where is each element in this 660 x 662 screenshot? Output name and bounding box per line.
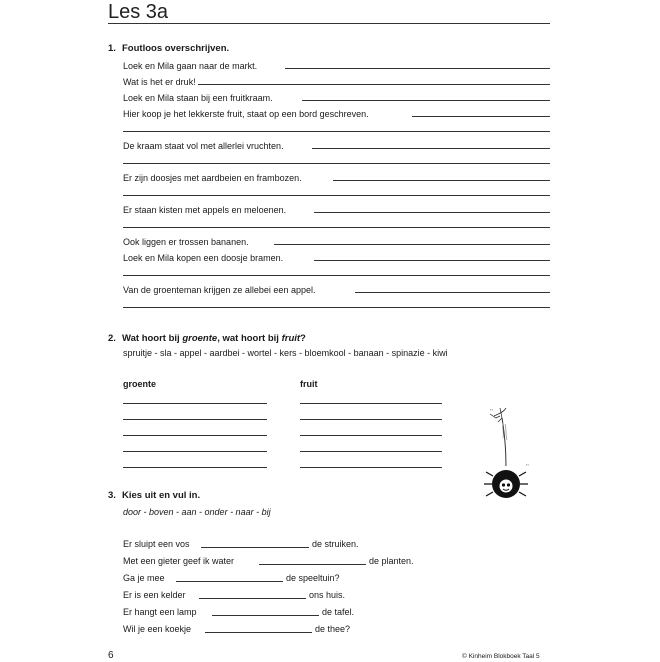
copyright-notice: © Kinheim Blokboek Taal 5 bbox=[462, 653, 540, 660]
answer-line[interactable] bbox=[198, 84, 550, 85]
fruit-answer-line[interactable] bbox=[300, 403, 442, 404]
answer-line[interactable] bbox=[314, 212, 550, 213]
sentence-start: Er hangt een lamp bbox=[123, 607, 197, 617]
sentence: Loek en Mila staan bij een fruitkraam. bbox=[123, 93, 273, 103]
fill-in-blank[interactable] bbox=[205, 632, 312, 633]
fill-in-blank[interactable] bbox=[259, 564, 366, 565]
exercise-number: 3. bbox=[108, 490, 116, 501]
fruit-answer-line[interactable] bbox=[300, 419, 442, 420]
page-number: 6 bbox=[108, 650, 114, 661]
page-title: Les 3a bbox=[108, 1, 169, 23]
column-label-fruit: fruit bbox=[300, 379, 318, 389]
exercise-title: , wat hoort bij bbox=[217, 333, 282, 344]
answer-line[interactable] bbox=[285, 68, 550, 69]
exercise-title: Foutloos overschrijven. bbox=[122, 43, 230, 54]
answer-line[interactable] bbox=[123, 195, 550, 196]
answer-line[interactable] bbox=[123, 275, 550, 276]
options-list: door - boven - aan - onder - naar - bij bbox=[123, 507, 271, 517]
sentence: Loek en Mila gaan naar de markt. bbox=[123, 61, 258, 71]
groente-answer-line[interactable] bbox=[123, 419, 267, 420]
sentence: Er zijn doosjes met aardbeien en frambozen. bbox=[123, 173, 302, 183]
exercise-title-emphasis: groente bbox=[182, 333, 218, 344]
answer-line[interactable] bbox=[302, 100, 550, 101]
fruit-answer-line[interactable] bbox=[300, 451, 442, 452]
fruit-answer-line[interactable] bbox=[300, 467, 442, 468]
sentence-end: de speeltuin? bbox=[286, 573, 340, 583]
sentence: De kraam staat vol met allerlei vruchten. bbox=[123, 141, 284, 151]
sentence: Hier koop je het lekkerste fruit, staat op een bord geschreven. bbox=[123, 109, 369, 119]
answer-line[interactable] bbox=[355, 292, 550, 293]
exercise-title: ? bbox=[300, 333, 306, 344]
groente-answer-line[interactable] bbox=[123, 451, 267, 452]
sentence-end: de tafel. bbox=[322, 607, 355, 617]
sentence-end: de thee? bbox=[315, 624, 351, 634]
exercise-title: Wat hoort bij bbox=[122, 333, 183, 344]
sentence-end: ons huis. bbox=[309, 590, 346, 600]
fill-in-blank[interactable] bbox=[201, 547, 309, 548]
groente-answer-line[interactable] bbox=[123, 467, 267, 468]
exercise-2-heading bbox=[108, 333, 306, 345]
sentence: Van de groenteman krijgen ze allebei een appel. bbox=[123, 285, 316, 295]
answer-line[interactable] bbox=[123, 307, 550, 308]
groente-answer-line[interactable] bbox=[123, 403, 267, 404]
groente-answer-line[interactable] bbox=[123, 435, 267, 436]
exercise-title-emphasis: fruit bbox=[281, 333, 301, 344]
sentence-start: Ga je mee bbox=[123, 573, 165, 583]
sentence: Wat is het er druk! bbox=[123, 77, 196, 87]
answer-line[interactable] bbox=[274, 244, 550, 245]
exercise-number: 1. bbox=[108, 43, 116, 54]
answer-line[interactable] bbox=[312, 148, 550, 149]
answer-line[interactable] bbox=[412, 116, 550, 117]
exercise-number: 2. bbox=[108, 333, 116, 344]
sentence: Loek en Mila kopen een doosje bramen. bbox=[123, 253, 284, 263]
column-label-groente: groente bbox=[123, 379, 157, 389]
sentence-start: Er is een kelder bbox=[123, 590, 186, 600]
answer-line[interactable] bbox=[123, 163, 550, 164]
fill-in-blank[interactable] bbox=[176, 581, 283, 582]
title-divider bbox=[108, 23, 550, 24]
hanging-spider-illustration bbox=[476, 404, 536, 506]
fruit-answer-line[interactable] bbox=[300, 435, 442, 436]
sentence-start: Wil je een koekje bbox=[123, 624, 192, 634]
answer-line[interactable] bbox=[333, 180, 550, 181]
sentence: Er staan kisten met appels en meloenen. bbox=[123, 205, 287, 215]
sentence-end: de planten. bbox=[369, 556, 414, 566]
sentence: Ook liggen er trossen bananen. bbox=[123, 237, 249, 247]
exercise-3-heading bbox=[108, 490, 200, 502]
fill-in-blank[interactable] bbox=[199, 598, 306, 599]
word-list: spruitje - sla - appel - aardbei - wortel - kers - bloemkool - banaan - spinazie - kiwi bbox=[123, 348, 448, 358]
answer-line[interactable] bbox=[123, 227, 550, 228]
sentence-end: de struiken. bbox=[312, 539, 359, 549]
svg-text:'': '' bbox=[490, 409, 493, 415]
exercise-1-heading bbox=[108, 43, 229, 55]
answer-line[interactable] bbox=[123, 131, 550, 132]
fill-in-blank[interactable] bbox=[212, 615, 319, 616]
sentence-start: Met een gieter geef ik water bbox=[123, 556, 235, 566]
sentence-start: Er sluipt een vos bbox=[123, 539, 190, 549]
svg-text:'': '' bbox=[526, 464, 529, 470]
answer-line[interactable] bbox=[314, 260, 550, 261]
exercise-title: Kies uit en vul in. bbox=[122, 490, 201, 501]
